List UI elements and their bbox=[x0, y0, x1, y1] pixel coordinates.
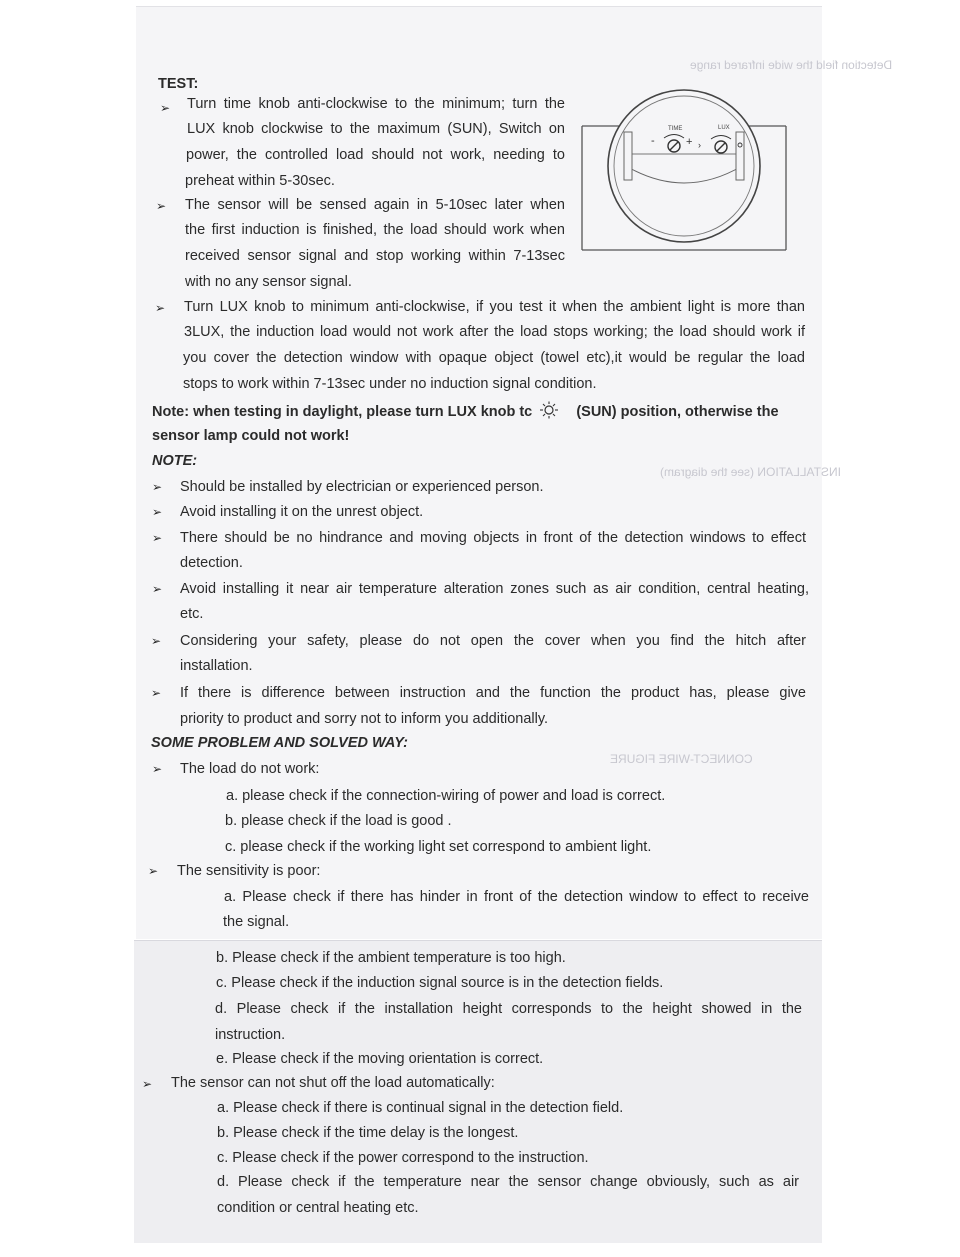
note-item: installation. bbox=[180, 658, 253, 674]
test-step1-line: Turn time knob anti-clockwise to the minimum; turn the bbox=[187, 96, 565, 112]
problem-check: e. Please check if the moving orientation is correct. bbox=[216, 1051, 544, 1067]
problem-title: The sensitivity is poor: bbox=[177, 863, 321, 879]
lux-knob-label: LUX bbox=[718, 125, 730, 131]
bullet-arrow-icon: ➢ bbox=[142, 1077, 153, 1091]
bullet-arrow-icon: ➢ bbox=[148, 864, 159, 878]
bullet-arrow-icon: ➢ bbox=[156, 199, 167, 213]
time-plus-sign: + bbox=[686, 136, 693, 148]
problem-check: b. please check if the load is good . bbox=[225, 813, 452, 829]
note-item: detection. bbox=[180, 555, 243, 571]
daylight-note-text: Note: when testing in daylight, please turn LUX knob tc bbox=[152, 404, 533, 420]
problem-check: d. Please check if the temperature near the sensor change obviously, such as air bbox=[217, 1174, 799, 1190]
problem-check: instruction. bbox=[215, 1027, 286, 1043]
bullet-arrow-icon: ➢ bbox=[155, 301, 166, 315]
test-step2-line: the first induction is finished, the load should work when bbox=[185, 222, 565, 238]
svg-text:›: › bbox=[698, 140, 701, 150]
bullet-arrow-icon: ➢ bbox=[160, 101, 171, 115]
daylight-note-text: (SUN) position, otherwise the bbox=[576, 404, 779, 420]
test-step2-line: with no any sensor signal. bbox=[185, 274, 352, 290]
daylight-note bbox=[152, 401, 779, 421]
time-minus-sign: - bbox=[651, 135, 655, 147]
problem-check: d. Please check if the installation height corresponds to the height showed in the bbox=[215, 1001, 802, 1017]
bullet-arrow-icon: ➢ bbox=[152, 582, 163, 596]
test-step1-line: LUX knob clockwise to the maximum (SUN), Switch on bbox=[187, 121, 565, 137]
test-step3-line: Turn LUX knob to minimum anti-clockwise, if you test it when the ambient light is more than bbox=[184, 299, 805, 315]
problem-check: a. please check if the connection-wiring of power and load is correct. bbox=[226, 788, 666, 804]
test-step3-line: you cover the detection window with opaque object (towel etc),it would be regular the load bbox=[183, 350, 805, 366]
test-step3-line: stops to work within 7-13sec under no induction signal condition. bbox=[183, 376, 597, 392]
sun-icon bbox=[536, 401, 562, 419]
time-knob-label: TIME bbox=[668, 126, 683, 132]
problem-check: b. Please check if the ambient temperature is too high. bbox=[216, 950, 566, 966]
problem-check: c. please check if the working light set correspond to ambient light. bbox=[225, 839, 652, 855]
bullet-arrow-icon: ➢ bbox=[152, 531, 163, 545]
problem-check: b. Please check if the time delay is the longest. bbox=[217, 1125, 519, 1141]
bullet-arrow-icon: ➢ bbox=[152, 762, 163, 776]
daylight-note-text: sensor lamp could not work! bbox=[152, 428, 350, 444]
note-item: etc. bbox=[180, 606, 204, 622]
test-step2-line: received sensor signal and stop working within 7-13sec bbox=[185, 248, 565, 264]
test-step1-line: power, the controlled load should not work, needing to bbox=[186, 147, 565, 163]
problem-check: condition or central heating etc. bbox=[217, 1200, 419, 1216]
sensor-diagram bbox=[580, 88, 790, 268]
problems-heading: SOME PROBLEM AND SOLVED WAY: bbox=[151, 735, 408, 751]
note-item: There should be no hindrance and moving objects in front of the detection windows to effect bbox=[180, 530, 806, 546]
test-step2-line: The sensor will be sensed again in 5-10sec later when bbox=[185, 197, 565, 213]
note-item: Considering your safety, please do not open the cover when you find the hitch after bbox=[180, 633, 806, 649]
test-step1-line: preheat within 5-30sec. bbox=[185, 173, 335, 189]
problem-title: The sensor can not shut off the load automatically: bbox=[171, 1075, 495, 1091]
note-item: Avoid installing it near air temperature alteration zones such as air condition, central heating, bbox=[180, 581, 809, 597]
test-step3-line: 3LUX, the induction load would not work after the load stops working; the load should work if bbox=[184, 324, 805, 340]
problem-check: a. Please check if there is continual signal in the detection field. bbox=[217, 1100, 624, 1116]
bullet-arrow-icon: ➢ bbox=[151, 686, 162, 700]
bullet-arrow-icon: ➢ bbox=[152, 480, 163, 494]
note-item: If there is difference between instruction and the function the product has, please give bbox=[180, 685, 806, 701]
note-item: priority to product and sorry not to inform you additionally. bbox=[180, 711, 549, 727]
bullet-arrow-icon: ➢ bbox=[152, 505, 163, 519]
problem-check: c. Please check if the power correspond to the instruction. bbox=[217, 1150, 589, 1166]
problem-check: a. Please check if there has hinder in front of the detection window to effect to receive bbox=[224, 889, 809, 905]
notes-heading: NOTE: bbox=[152, 453, 198, 469]
test-heading: TEST: bbox=[158, 76, 199, 92]
problem-title: The load do not work: bbox=[180, 761, 320, 777]
note-item: Avoid installing it on the unrest object. bbox=[180, 504, 424, 520]
problem-check: c. Please check if the induction signal source is in the detection fields. bbox=[216, 975, 664, 991]
problem-check: the signal. bbox=[223, 914, 290, 930]
note-item: Should be installed by electrician or experienced person. bbox=[180, 479, 544, 495]
bullet-arrow-icon: ➢ bbox=[151, 634, 162, 648]
